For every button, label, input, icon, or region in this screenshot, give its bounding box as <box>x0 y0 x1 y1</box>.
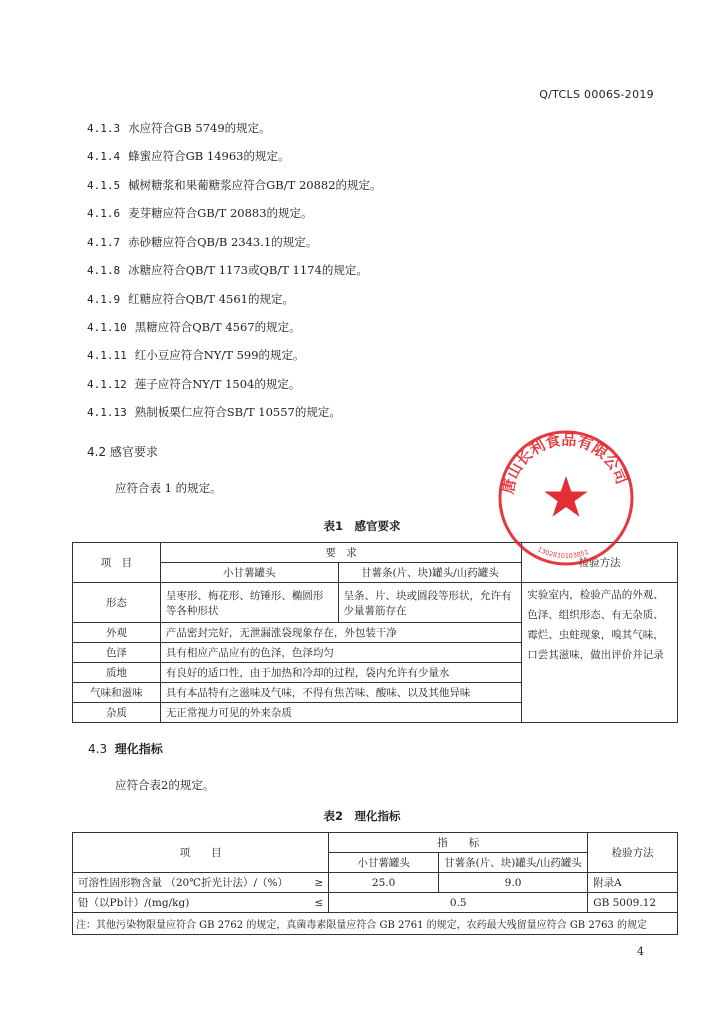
table-cell: 有良好的适口性，由于加热和冷却的过程，袋内允许有少量水 <box>160 663 521 683</box>
header-small-sweet-potato: 小甘薯罐头 <box>160 563 338 583</box>
header-sweet-potato-strip-yam: 甘薯条(片、块)罐头/山药罐头 <box>438 853 587 873</box>
table1-caption: 表1 感官要求 <box>323 519 401 533</box>
table-row-label: 可溶性固形物含量 （20℃折光计法）/（%） <box>73 873 310 893</box>
table-cell: 0.5 <box>329 893 588 913</box>
table-cell: GB 5009.12 <box>588 893 678 913</box>
table-cell: 呈枣形、梅花形、纺锤形、椭圆形等各种形状 <box>160 583 338 623</box>
table-row-label: 质地 <box>73 663 161 683</box>
header-method: 检验方法 <box>588 833 678 873</box>
section-4-3-paragraph: 应符合表2的规定。 <box>115 778 215 792</box>
clause-item: 4.1.13 熟制板栗仁应符合SB/T 10557的规定。 <box>87 405 341 419</box>
svg-text:唐山长利食品有限公司: 唐山长利食品有限公司 <box>498 430 631 496</box>
header-item: 项 目 <box>73 543 161 583</box>
header-small-sweet-potato: 小甘薯罐头 <box>329 853 439 873</box>
clause-item: 4.1.3 水应符合GB 5749的规定。 <box>87 121 271 135</box>
header-requirement: 要 求 <box>160 543 521 563</box>
table-cell: 无正常视力可见的外来杂质 <box>160 703 521 723</box>
comparison-operator: ≥ <box>310 873 329 893</box>
section-heading-4-3: 4.3 理化指标 <box>88 742 163 756</box>
company-seal-stamp <box>496 428 636 568</box>
table-cell: 25.0 <box>329 873 439 893</box>
table-row-label: 杂质 <box>73 703 161 723</box>
section-heading-4-2: 4.2 感官要求 <box>87 445 158 459</box>
table-note: 注：其他污染物限量应符合 GB 2762 的规定，真菌毒素限量应符合 GB 2761 的规定，农药最大残留量应符合 GB 2763 的规定 <box>73 913 678 935</box>
header-sweet-potato-strip-yam: 甘薯条(片、块)罐头/山药罐头 <box>338 563 522 583</box>
table-row-label: 形态 <box>73 583 161 623</box>
page-number: 4 <box>637 945 644 958</box>
clause-item: 4.1.5 槭树糖浆和果葡糖浆应符合GB/T 20882的规定。 <box>87 178 382 192</box>
svg-text:1302810103851: 1302810103851 <box>536 545 590 561</box>
section-4-2-paragraph: 应符合表 1 的规定。 <box>115 481 222 495</box>
table-row-label: 色泽 <box>73 643 161 663</box>
table-cell: 产品密封完好，无泄漏涨袋现象存在，外包装干净 <box>160 623 521 643</box>
table-row-label: 铅（以Pb计）/(mg/kg) <box>73 893 310 913</box>
table-row-label: 外观 <box>73 623 161 643</box>
header-item: 项 目 <box>73 833 329 873</box>
clause-item: 4.1.6 麦芽糖应符合GB/T 20883的规定。 <box>87 206 313 220</box>
sensory-requirements-table <box>72 542 678 723</box>
clause-item: 4.1.7 赤砂糖应符合QB/B 2343.1的规定。 <box>87 235 318 249</box>
document-code: Q/TCLS 0006S-2019 <box>539 88 654 101</box>
comparison-operator: ≤ <box>310 893 329 913</box>
table-cell: 具有本品特有之滋味及气味，不得有焦苦味、酸味、以及其他异味 <box>160 683 521 703</box>
table-cell: 呈条、片、块或圆段等形状，允许有少量薯筋存在 <box>338 583 522 623</box>
clause-item: 4.1.4 蜂蜜应符合GB 14963的规定。 <box>87 149 290 163</box>
clause-item: 4.1.9 红糖应符合QB/T 4561的规定。 <box>87 292 294 306</box>
clause-item: 4.1.10 黑糖应符合QB/T 4567的规定。 <box>87 320 301 334</box>
header-method: 检验方法 <box>522 543 678 583</box>
table-cell: 附录A <box>588 873 678 893</box>
clause-item: 4.1.8 冰糖应符合QB/T 1173或QB/T 1174的规定。 <box>87 263 368 277</box>
table-cell: 具有相应产品应有的色泽，色泽均匀 <box>160 643 521 663</box>
table2-caption: 表2 理化指标 <box>323 809 401 823</box>
inspection-method-cell: 实验室内，检验产品的外观、色泽、组织形态、有无杂质、霉烂、虫蛀现象，嗅其气味，口尝其滋味，做出评价并记录 <box>522 583 678 723</box>
clause-item: 4.1.12 莲子应符合NY/T 1504的规定。 <box>87 377 301 391</box>
physicochemical-indicators-table <box>72 832 678 935</box>
table-row-label: 气味和滋味 <box>73 683 161 703</box>
header-indicator: 指 标 <box>329 833 588 853</box>
clause-item: 4.1.11 红小豆应符合NY/T 599的规定。 <box>87 348 305 362</box>
table-cell: 9.0 <box>438 873 587 893</box>
